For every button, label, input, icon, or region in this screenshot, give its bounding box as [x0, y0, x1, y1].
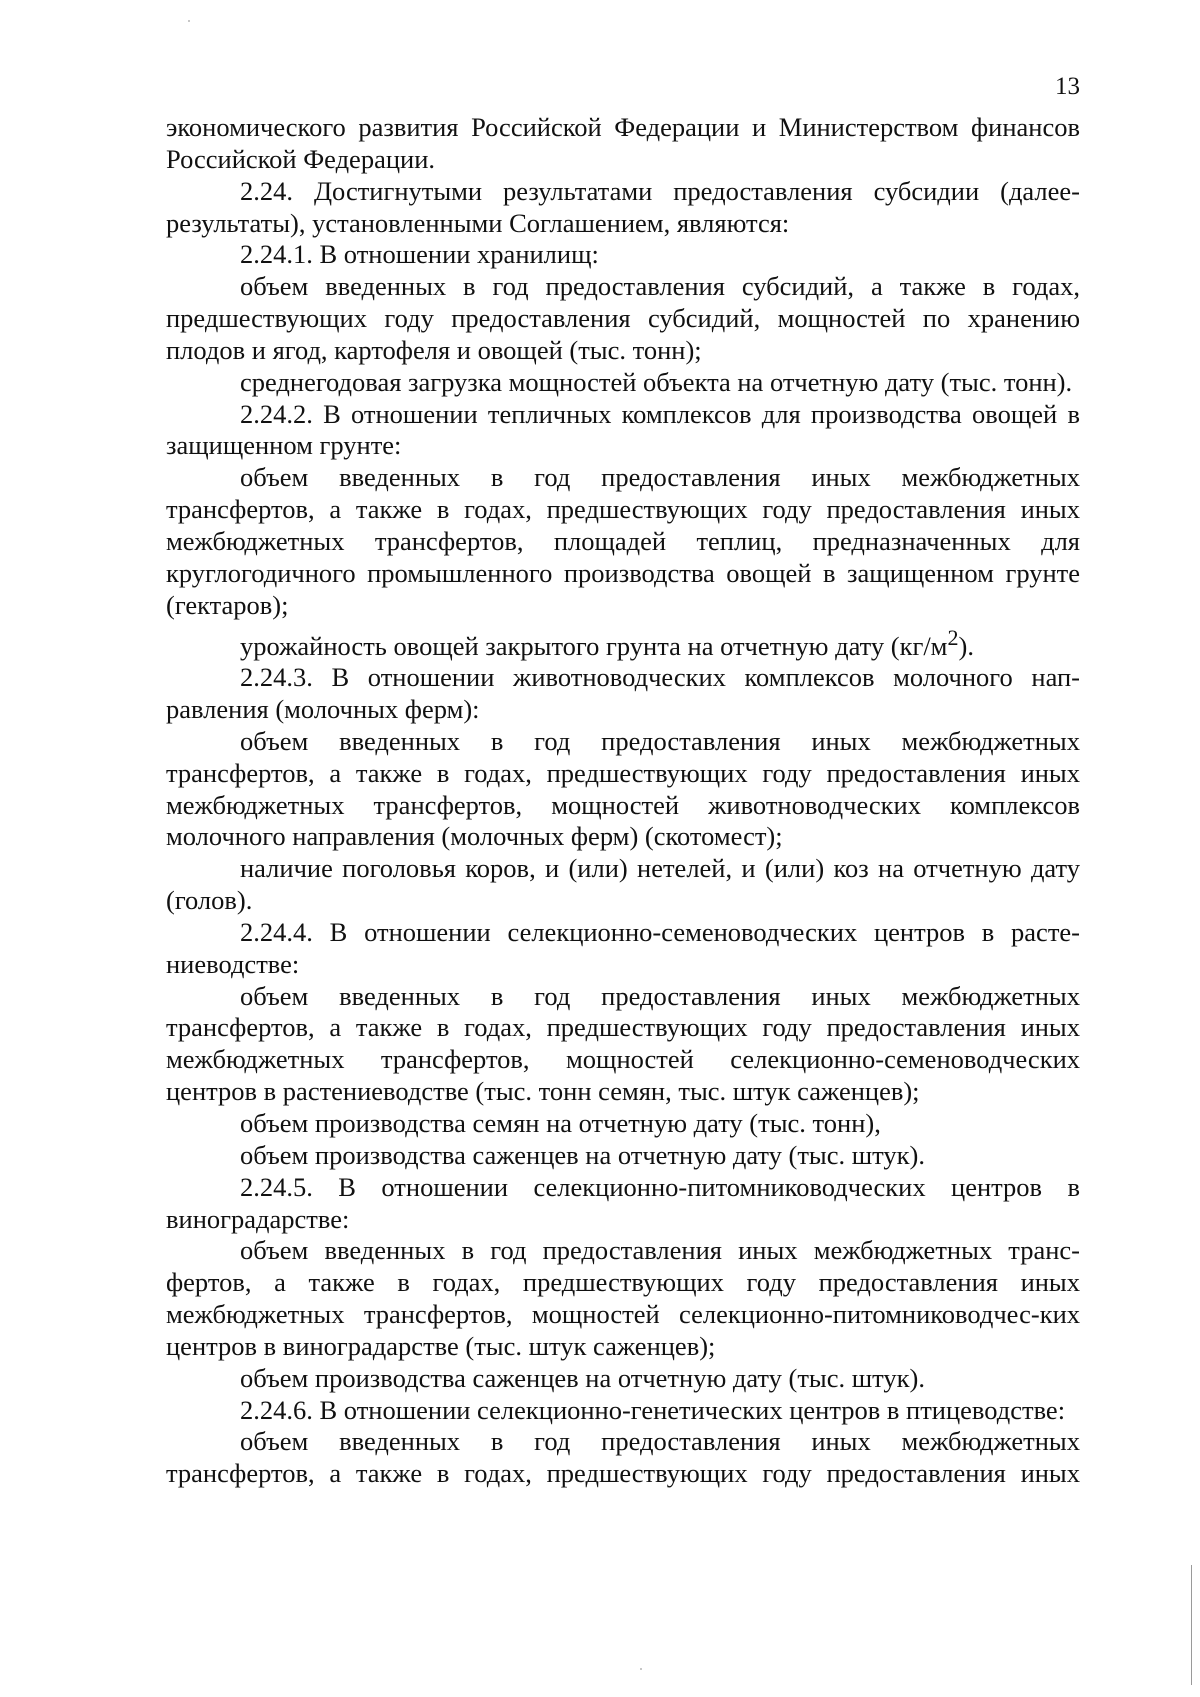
paragraph: экономического развития Российской Федерации и Министерством финансов Российской Федерации. — [166, 112, 1080, 174]
paragraph-tail: ). — [958, 630, 974, 661]
scan-speck — [188, 20, 190, 22]
paragraph — [166, 622, 1080, 663]
paragraph: среднегодовая загрузка мощностей объекта на отчетную дату (тыс. тонн). — [240, 366, 1073, 397]
paragraph: объем введенных в год предоставления иных межбюджетных трансфертов, а также в годах, предшествующих году предоставления иных межбюджетных трансфертов, площадей теплиц, предназначенных для круглогодичного промышленного производства овощей в защищенном грунте (гектаров); — [166, 462, 1080, 620]
paragraph: объем производства саженцев на отчетную дату (тыс. штук). — [240, 1139, 925, 1170]
paragraph: 2.24.3. В отношении животноводческих комплексов молочного нап-равления (молочных ферм): — [166, 662, 1080, 725]
paragraph: 2.24.5. В отношении селекционно-питомниководческих центров в виноградарстве: — [166, 1171, 1080, 1234]
paragraph-text: урожайность овощей закрытого грунта на отчетную дату (кг/м — [240, 630, 948, 661]
paragraph: объем введенных в год предоставления иных межбюджетных трансфертов, а также в годах, предшествующих году предоставления иных межбюджетных трансфертов, мощностей животноводческих комплексов молочного направления (молочных ферм) (скотомест); — [166, 725, 1080, 852]
paragraph: объем введенных в год предоставления иных межбюджетных трансфертов, а также в годах, предшествующих году предоставления иных межбюджетных трансфертов, мощностей селекционно-семеноводческих центров в растениеводстве (тыс. тонн семян, тыс. штук саженцев); — [166, 980, 1080, 1107]
paragraph: объем введенных в год предоставления иных межбюджетных транс-фертов, а также в годах, предшествующих году предоставления иных межбюджетных трансфертов, мощностей селекционно-питомниководчес-ких центров в виноградарстве (тыс. штук саженцев); — [166, 1235, 1080, 1361]
paragraph: 2.24. Достигнутыми результатами предоставления субсидии (далее-результаты), установленными Соглашением, являются: — [166, 175, 1080, 238]
document-body — [166, 112, 1080, 1490]
paragraph: объем производства семян на отчетную дату (тыс. тонн), — [240, 1107, 881, 1138]
paragraph: объем введенных в год предоставления субсидий, а также в годах, предшествующих году предоставления субсидий, мощностей по хранению плодов и ягод, картофеля и овощей (тыс. тонн); — [166, 271, 1080, 365]
scan-speck — [640, 1668, 642, 1670]
paragraph: 2.24.1. В отношении хранилищ: — [240, 239, 599, 270]
superscript: 2 — [947, 624, 959, 650]
scan-edge-line — [1191, 1565, 1192, 1685]
paragraph: 2.24.6. В отношении селекционно-генетических центров в птицеводстве: — [240, 1394, 1066, 1425]
paragraph: наличие поголовья коров, и (или) нетелей, и (или) коз на отчетную дату (голов). — [166, 853, 1080, 916]
paragraph: 2.24.2. В отношении тепличных комплексов для производства овощей в защищенном грунте: — [166, 398, 1080, 461]
paragraph: объем производства саженцев на отчетную дату (тыс. штук). — [240, 1362, 925, 1393]
paragraph-continued: объем введенных в год предоставления иных межбюджетных трансфертов, а также в годах, предшествующих году предоставления иных — [166, 1426, 1080, 1489]
paragraph: 2.24.4. В отношении селекционно-семеноводческих центров в расте-ниеводстве: — [166, 916, 1080, 979]
page-number: 13 — [1055, 73, 1080, 100]
